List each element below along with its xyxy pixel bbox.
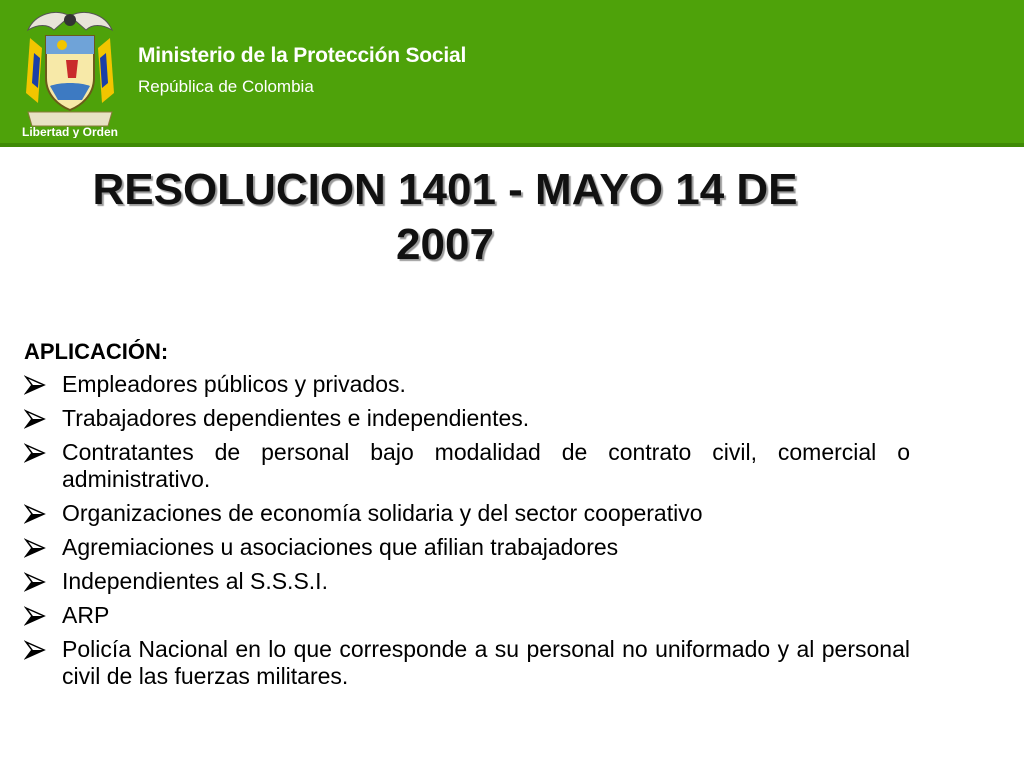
crest-motto: Libertad y Orden [21, 125, 119, 138]
list-item-text: ARP [62, 602, 110, 628]
ministry-name: Ministerio de la Protección Social [138, 44, 467, 67]
list-item-text: Policía Nacional en lo que corresponde a su personal no uniformado y al personal civil de las fuerzas militares. [62, 636, 910, 689]
list-item [24, 568, 910, 595]
page-title [0, 162, 890, 272]
list-item [24, 636, 910, 690]
arrowhead-bullet-icon [24, 606, 46, 626]
list-item [24, 405, 910, 432]
list-item [24, 602, 910, 629]
list-item-text: Contratantes de personal bajo modalidad de contrato civil, comercial o administrativo. [62, 439, 910, 492]
title-line-2: 2007 [396, 220, 494, 269]
list-item-text: Organizaciones de economía solidaria y del sector cooperativo [62, 500, 703, 526]
section-heading: APLICACIÓN: [24, 339, 169, 364]
arrowhead-bullet-icon [24, 443, 46, 463]
content-section [24, 338, 910, 697]
arrowhead-bullet-icon [24, 640, 46, 660]
arrowhead-bullet-icon [24, 375, 46, 395]
list-item-text: Trabajadores dependientes e independientes. [62, 405, 530, 431]
arrowhead-bullet-icon [24, 409, 46, 429]
republic-name: República de Colombia [138, 77, 314, 96]
list-item-text: Agremiaciones u asociaciones que afilian trabajadores [62, 534, 619, 560]
title-line-1: RESOLUCION 1401 - MAYO 14 DE [92, 165, 798, 214]
arrowhead-bullet-icon [24, 538, 46, 558]
list-item [24, 534, 910, 561]
list-item [24, 500, 910, 527]
list-item [24, 439, 910, 493]
header-banner [0, 0, 1024, 147]
arrowhead-bullet-icon [24, 572, 46, 592]
list-item-text: Empleadores públicos y privados. [62, 371, 406, 397]
arrowhead-bullet-icon [24, 504, 46, 524]
list-item-text: Independientes al S.S.S.I. [62, 568, 328, 594]
coat-of-arms-icon [20, 8, 120, 138]
list-item [24, 371, 910, 398]
bullet-list [24, 371, 910, 690]
